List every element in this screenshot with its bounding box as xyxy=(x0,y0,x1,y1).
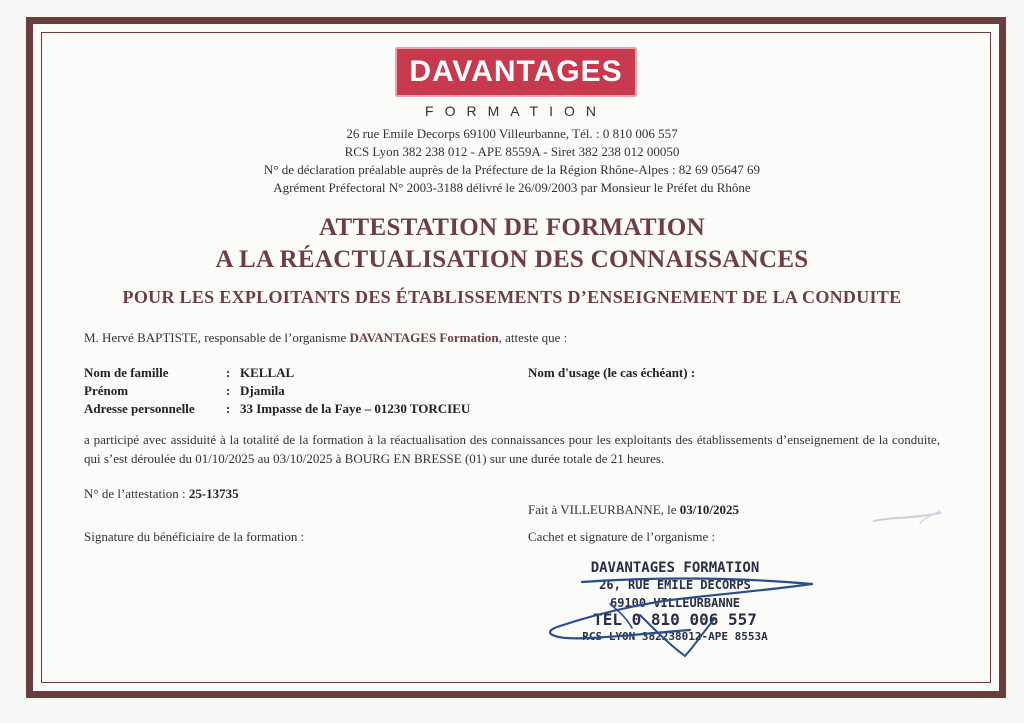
header-address: 26 rue Emile Decorps 69100 Villeurbanne, Tél. : 0 810 006 557 xyxy=(346,126,678,141)
logo-name: DAVANTAGES xyxy=(409,55,623,88)
prenom-value: Djamila xyxy=(240,383,285,398)
intro-suffix: , atteste que : xyxy=(498,330,568,345)
title-line-3: POUR LES EXPLOITANTS DES ÉTABLISSEMENTS D’ENSEIGNEMENT DE LA CONDUITE xyxy=(122,287,902,307)
faint-pen-mark xyxy=(870,505,950,533)
document-frame xyxy=(26,17,1006,698)
adresse-colon: : xyxy=(226,401,231,416)
prenom-colon: : xyxy=(226,383,231,398)
stamp-line-4: TEL 0 810 006 557 xyxy=(593,610,757,629)
nom-label: Nom de famille xyxy=(84,365,169,380)
adresse-value: 33 Impasse de la Faye – 01230 TORCIEU xyxy=(240,401,471,416)
company-logo xyxy=(395,47,637,97)
intro-organisation: DAVANTAGES Formation xyxy=(349,330,499,345)
header-rcs: RCS Lyon 382 238 012 - APE 8559A - Siret 382 238 012 00050 xyxy=(344,144,680,159)
stamp-line-5: RCS LYON 382238012-APE 8553A xyxy=(582,630,768,643)
title-line-2: A LA RÉACTUALISATION DES CONNAISSANCES xyxy=(215,246,809,273)
fait-date: 03/10/2025 xyxy=(679,502,740,517)
header-declaration: N° de déclaration préalable auprès de la Préfecture de la Région Rhône-Alpes : 82 69 05647 69 xyxy=(263,162,761,177)
nom-value: KELLAL xyxy=(240,365,295,380)
handwritten-signature xyxy=(520,560,830,670)
nom-usage-label: Nom d'usage (le cas échéant) : xyxy=(528,365,696,380)
stamp-line-2: 26, RUE EMILE DECORPS xyxy=(599,578,751,592)
attestation-number: 25-13735 xyxy=(188,486,239,501)
adresse-label: Adresse personnelle xyxy=(84,401,195,416)
fait-label: Fait à VILLEURBANNE, le xyxy=(528,502,680,517)
title-line-1: ATTESTATION DE FORMATION xyxy=(319,214,705,241)
beneficiary-signature-label: Signature du bénéficiaire de la formation : xyxy=(84,529,305,544)
intro-prefix: M. Hervé BAPTISTE, responsable de l’organisme xyxy=(84,330,350,345)
attestation-number-label: N° de l’attestation : xyxy=(84,486,189,501)
nom-colon: : xyxy=(226,365,231,380)
header-agrement: Agrément Préfectoral N° 2003-3188 délivré le 26/09/2003 par Monsieur le Préfet du Rhône xyxy=(273,180,751,195)
logo-subtitle: FORMATION xyxy=(425,103,607,119)
stamp-line-1: DAVANTAGES FORMATION xyxy=(590,560,760,576)
fait-line xyxy=(528,502,739,518)
intro-statement xyxy=(84,330,567,346)
cachet-label: Cachet et signature de l’organisme : xyxy=(528,529,716,544)
prenom-label: Prénom xyxy=(84,383,129,398)
stamp-line-3: 69100 VILLEURBANNE xyxy=(609,596,741,610)
attestation-number-line xyxy=(84,486,239,502)
attestation-body: a participé avec assiduité à la totalité de la formation à la réactualisation des connaissances pour les exploitants des établissements d’enseignement de la conduite, qui s’est déroulée du 01/10/2025 au 03/10/2025 à BOURG EN BRESSE (01) sur une durée totale de 21 heures. xyxy=(84,432,940,466)
